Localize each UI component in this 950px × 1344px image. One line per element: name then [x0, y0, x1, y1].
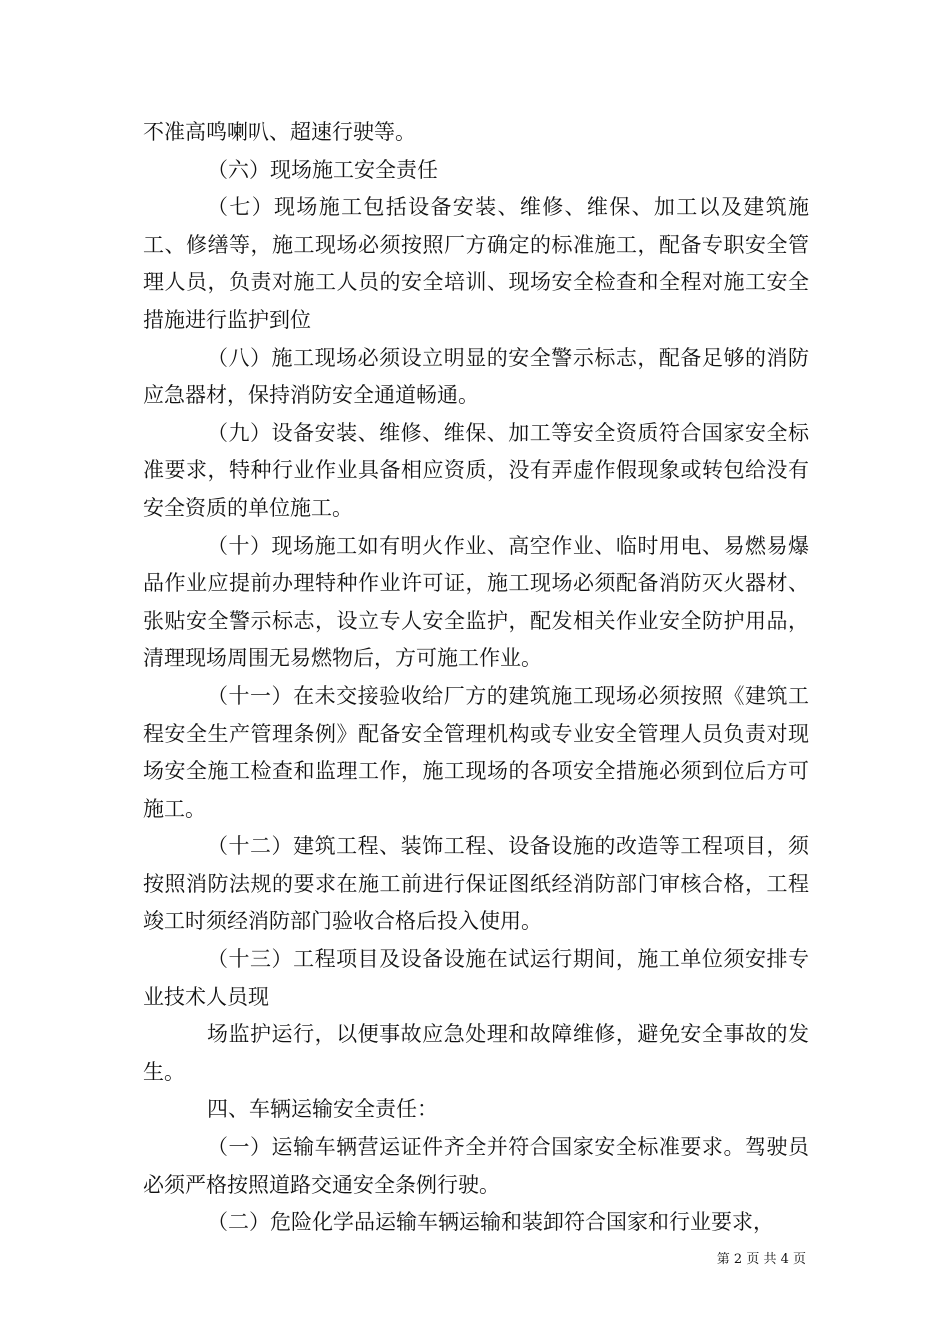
paragraph-12: （二）危险化学品运输车辆运输和装卸符合国家和行业要求， [207, 1210, 774, 1235]
paragraph-11: （一）运输车辆营运证件齐全并符合国家安全标准要求。驾驶员必须严格按照道路交通安全条例行驶。 [143, 1135, 809, 1197]
paragraph-0: 不准高鸣喇叭、超速行驶等。 [143, 120, 416, 144]
paragraph-2: （七）现场施工包括设备安装、维修、维保、加工以及建筑施工、修缮等，施工现场必须按照厂方确定的标准施工，配备专职安全管理人员，负责对施工人员的安全培训、现场安全检查和全程对施工安全措施进行监护到位 [143, 195, 809, 332]
paragraph-9: 场监护运行，以便事故应急处理和故障维修，避免安全事故的发生。 [143, 1022, 809, 1084]
paragraph-7: （十二）建筑工程、装饰工程、设备设施的改造等工程项目，须按照消防法规的要求在施工前进行保证图纸经消防部门审核合格，工程竣工时须经消防部门验收合格后投入使用。 [143, 834, 809, 934]
paragraph-1: （六）现场施工安全责任 [207, 157, 438, 182]
paragraph-6: （十一）在未交接验收给厂方的建筑施工现场必须按照《建筑工程安全生产管理条例》配备安全管理机构或专业安全管理人员负责对现场安全施工检查和监理工作，施工现场的各项安全措施必须到位后方可施工。 [143, 683, 809, 821]
paragraph-3: （八）施工现场必须设立明显的安全警示标志，配备足够的消防应急器材，保持消防安全通道畅通。 [143, 345, 809, 408]
paragraph-4: （九）设备安装、维修、维保、加工等安全资质符合国家安全标准要求，特种行业作业具备相应资质，没有弄虚作假现象或转包给没有安全资质的单位施工。 [143, 420, 809, 520]
paragraph-10: 四、车辆运输安全责任： [207, 1097, 438, 1122]
page-number-footer: 第 2 页 共 4 页 [716, 1252, 806, 1267]
document-body [143, 114, 809, 1242]
paragraph-5: （十）现场施工如有明火作业、高空作业、临时用电、易燃易爆品作业应提前办理特种作业许可证，施工现场必须配备消防灭火器材、张贴安全警示标志，设立专人安全监护，配发相关作业安全防护用品，清理现场周围无易燃物后，方可施工作业。 [143, 533, 809, 671]
paragraph-8: （十三）工程项目及设备设施在试运行期间，施工单位须安排专业技术人员现 [143, 947, 809, 1009]
